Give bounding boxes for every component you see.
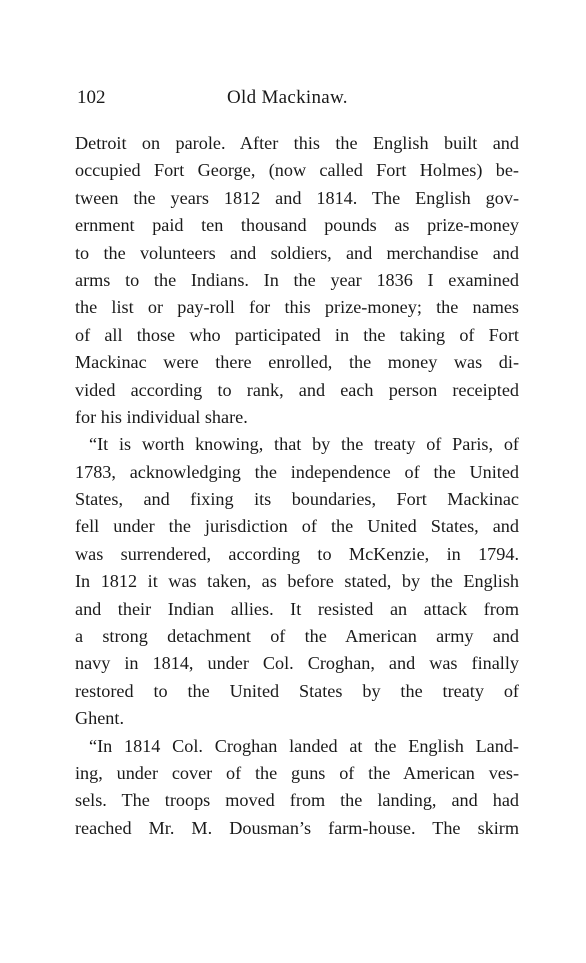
paragraph [75, 733, 519, 843]
text-line: occupied Fort George, (now called Fort Holmes) be- [75, 160, 519, 181]
page-number: 102 [77, 87, 106, 108]
text-line: fell under the jurisdiction of the United States, and [75, 516, 519, 537]
text-line: In 1812 it was taken, as before stated, by the English [75, 571, 519, 592]
text-line: reached Mr. M. Dousman’s farm-house. The skirm [75, 817, 519, 838]
text-line: the list or pay-roll for this prize-money; the names [75, 297, 519, 318]
text-line: Mackinac were there enrolled, the money was di- [75, 352, 519, 373]
paragraph [75, 431, 519, 732]
text-line: arms to the Indians. In the year 1836 I examined [75, 269, 519, 290]
text-line: vided according to rank, and each person receipted [75, 379, 519, 400]
text-line: States, and fixing its boundaries, Fort Mackinac [75, 489, 519, 510]
text-line: to the volunteers and soldiers, and merchandise and [75, 242, 519, 263]
text-line: navy in 1814, under Col. Croghan, and was finally [75, 653, 519, 674]
text-line: sels. The troops moved from the landing, and had [75, 790, 519, 811]
text-line: tween the years 1812 and 1814. The English gov- [75, 187, 519, 208]
page-header [77, 87, 517, 117]
paragraph [75, 130, 519, 431]
text-line: a strong detachment of the American army and [75, 626, 519, 647]
text-line: “It is worth knowing, that by the treaty of Paris, of [89, 434, 519, 455]
text-line: was surrendered, according to McKenzie, in 1794. [75, 543, 519, 564]
running-title: Old Mackinaw. [227, 87, 348, 108]
text-line: ernment paid ten thousand pounds as prize-money [75, 215, 519, 236]
text-line: restored to the United States by the treaty of [75, 680, 519, 701]
text-line: “In 1814 Col. Croghan landed at the English Land- [89, 735, 519, 756]
text-line: of all those who participated in the taking of Fort [75, 324, 519, 345]
page-body [75, 130, 519, 842]
text-line: for his individual share. [75, 406, 248, 427]
text-line: and their Indian allies. It resisted an attack from [75, 598, 519, 619]
text-line: ing, under cover of the guns of the American ves- [75, 762, 519, 783]
text-line: Detroit on parole. After this the English built and [75, 133, 519, 153]
text-line: 1783, acknowledging the independence of the United [75, 461, 519, 482]
text-line: Ghent. [75, 708, 124, 729]
